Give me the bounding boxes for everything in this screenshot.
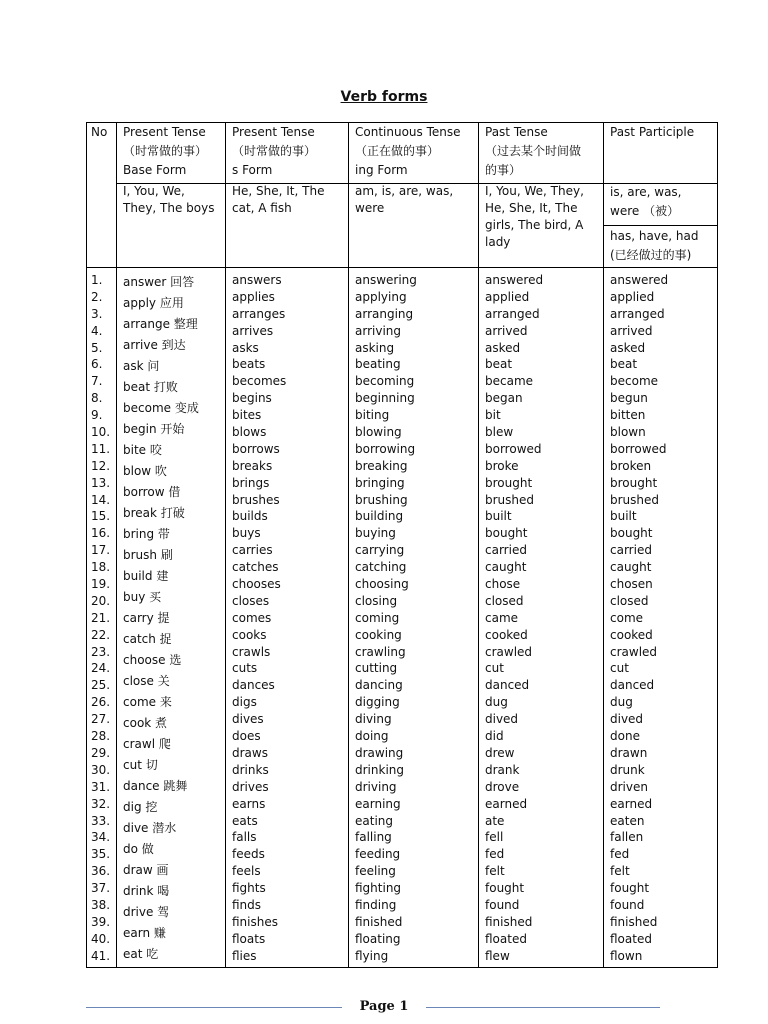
table-border-bottom <box>86 967 718 968</box>
verb-table <box>86 122 718 968</box>
participle-form-cell: become <box>610 374 659 389</box>
row-number: 40. <box>91 931 111 946</box>
past-form-cell: arranged <box>485 306 540 321</box>
ing-form-cell: digging <box>355 695 400 710</box>
row-number: 30. <box>91 762 111 777</box>
s-form-cell: crawls <box>232 644 271 659</box>
ing-form-cell: cutting <box>355 661 398 676</box>
participle-form-cell: built <box>610 509 637 524</box>
ing-form-cell: biting <box>355 408 390 423</box>
s-form-cell: bites <box>232 408 262 423</box>
past-form-cell: crawled <box>485 644 533 659</box>
ing-form-cell: drawing <box>355 745 404 760</box>
participle-form-cell: driven <box>610 779 648 794</box>
past-form-cell: bit <box>485 408 501 423</box>
participle-form-cell: answered <box>610 273 669 287</box>
past-form-cell: ate <box>485 813 505 828</box>
ing-form-cell: drinking <box>355 762 404 777</box>
participle-form-cell: drunk <box>610 762 645 777</box>
header-participle: Past Participle <box>610 125 695 139</box>
row-number: 16. <box>91 526 111 541</box>
past-form-cell: carried <box>485 543 527 558</box>
past-form-cell: blew <box>485 425 514 440</box>
past-form-cell: fell <box>485 830 504 845</box>
s-form-cell: feels <box>232 864 261 879</box>
base-form-cell: crawl 爬 <box>123 737 171 751</box>
s-form-cell: finishes <box>232 914 278 929</box>
row-number: 17. <box>91 543 111 558</box>
ing-form-cell: diving <box>355 712 392 727</box>
past-form-cell: flew <box>485 948 510 963</box>
column-divider-4 <box>478 122 479 968</box>
base-form-cell: become 变成 <box>123 401 199 415</box>
s-form-cell: comes <box>232 610 272 625</box>
base-form-cell: cut 切 <box>123 758 158 772</box>
base-form-cell: build 建 <box>123 569 169 583</box>
participle-form-cell: danced <box>610 678 655 693</box>
participle-form-cell: brushed <box>610 492 660 507</box>
participle-form-cell: bought <box>610 526 653 541</box>
base-form-cell: choose 选 <box>123 653 182 667</box>
ing-form-cell: brushing <box>355 492 408 507</box>
ing-form-cell: choosing <box>355 577 409 592</box>
past-form-cell: found <box>485 897 520 912</box>
base-form-cell: beat 打败 <box>123 380 178 394</box>
ing-form-cell: finding <box>355 897 397 912</box>
participle-form-cell: felt <box>610 864 630 879</box>
past-form-cell: fed <box>485 847 505 862</box>
base-form-cell: carry 提 <box>123 611 170 625</box>
participle-form-cell: fed <box>610 847 630 862</box>
base-form-cell: dance 跳舞 <box>123 779 188 793</box>
base-form-cell: dive 潜水 <box>123 821 177 835</box>
ing-form-cell: applying <box>355 289 407 304</box>
past-form-cell: beat <box>485 357 513 372</box>
ing-form-cell: earning <box>355 796 401 811</box>
participle-form-cell: drawn <box>610 745 648 760</box>
s-form-cell: buys <box>232 526 261 541</box>
column-s-forms <box>232 272 286 965</box>
base-form-cell: borrow 借 <box>123 485 181 499</box>
subjects-participle-perfect: has, have, had (已经做过的事) <box>610 229 699 262</box>
s-form-cell: dives <box>232 712 264 727</box>
s-form-cell: applies <box>232 289 275 304</box>
ing-form-cell: finished <box>355 914 403 929</box>
row-number: 38. <box>91 897 111 912</box>
past-form-cell: began <box>485 391 523 406</box>
ing-form-cell: coming <box>355 610 400 625</box>
row-number: 21. <box>91 610 111 625</box>
table-border-right <box>717 122 718 968</box>
participle-form-cell: cut <box>610 661 629 676</box>
past-form-cell: became <box>485 374 534 389</box>
s-form-cell: falls <box>232 830 257 845</box>
ing-form-cell: carrying <box>355 543 405 558</box>
participle-form-cell: blown <box>610 425 646 440</box>
past-form-cell: drank <box>485 762 520 777</box>
participle-form-cell: arranged <box>610 306 665 321</box>
row-number: 6. <box>91 357 103 372</box>
past-form-cell: drove <box>485 779 520 794</box>
past-form-cell: brought <box>485 475 533 490</box>
past-form-cell: broke <box>485 458 519 473</box>
ing-form-cell: answering <box>355 273 417 287</box>
base-form-cell: arrange 整理 <box>123 317 198 331</box>
row-number: 39. <box>91 914 111 929</box>
base-form-cell: close 关 <box>123 674 170 688</box>
past-form-cell: felt <box>485 864 505 879</box>
body-divider <box>86 267 718 268</box>
past-form-cell: asked <box>485 340 521 355</box>
row-number: 5. <box>91 340 103 355</box>
s-form-cell: breaks <box>232 458 273 473</box>
participle-form-cell: arrived <box>610 323 653 338</box>
ing-form-cell: dancing <box>355 678 403 693</box>
base-form-cell: ask 问 <box>123 359 160 373</box>
base-form-cell: catch 捉 <box>123 632 172 646</box>
ing-form-cell: fighting <box>355 881 402 896</box>
past-form-cell: danced <box>485 678 530 693</box>
row-number: 25. <box>91 678 111 693</box>
s-form-cell: carries <box>232 543 273 558</box>
base-form-cell: arrive 到达 <box>123 338 186 352</box>
s-form-cell: answers <box>232 273 282 287</box>
column-divider-3 <box>348 122 349 968</box>
row-number: 28. <box>91 729 111 744</box>
base-form-cell: earn 赚 <box>123 926 166 940</box>
column-numbers <box>91 272 110 965</box>
subjects-present-s: He, She, It, The cat, A fish <box>232 184 325 215</box>
s-form-cell: fights <box>232 881 266 896</box>
past-form-cell: floated <box>485 931 527 946</box>
row-number: 10. <box>91 425 111 440</box>
row-number: 13. <box>91 475 111 490</box>
header-no: No <box>91 125 108 139</box>
header-continuous: Continuous Tense （正在做的事） ing Form <box>355 125 461 177</box>
past-form-cell: finished <box>485 914 533 929</box>
s-form-cell: cooks <box>232 627 267 642</box>
column-divider-5 <box>603 122 604 968</box>
subjects-present-base: I, You, We, They, The boys <box>123 184 215 215</box>
row-number: 29. <box>91 745 111 760</box>
row-number: 7. <box>91 374 103 389</box>
column-past-forms <box>485 272 543 965</box>
ing-form-cell: beginning <box>355 391 415 406</box>
participle-form-cell: bitten <box>610 408 646 423</box>
column-participle-forms <box>610 272 668 965</box>
s-form-cell: floats <box>232 931 266 946</box>
header-present-s: Present Tense （时常做的事） s Form <box>232 125 317 177</box>
s-form-cell: cuts <box>232 661 258 676</box>
s-form-cell: chooses <box>232 577 281 592</box>
past-form-cell: answered <box>485 273 544 287</box>
participle-form-cell: come <box>610 610 644 625</box>
ing-form-cell: asking <box>355 340 395 355</box>
base-form-cell: eat 吃 <box>123 947 159 961</box>
ing-form-cell: building <box>355 509 404 524</box>
participle-form-cell: fought <box>610 881 650 896</box>
participle-form-cell: eaten <box>610 813 645 828</box>
s-form-cell: brushes <box>232 492 280 507</box>
s-form-cell: closes <box>232 593 270 608</box>
page-number: Page 1 <box>359 999 409 1014</box>
ing-form-cell: flying <box>355 948 389 963</box>
s-form-cell: draws <box>232 745 268 760</box>
participle-form-cell: applied <box>610 289 655 304</box>
row-number: 20. <box>91 593 111 608</box>
participle-form-cell: asked <box>610 340 646 355</box>
s-form-cell: arranges <box>232 306 286 321</box>
s-form-cell: becomes <box>232 374 287 389</box>
ing-form-cell: floating <box>355 931 401 946</box>
subjects-continuous: am, is, are, was, were <box>355 184 454 215</box>
document-title-text: Verb forms <box>340 89 428 105</box>
past-form-cell: came <box>485 610 519 625</box>
participle-form-cell: cooked <box>610 627 653 642</box>
row-number: 32. <box>91 796 111 811</box>
ing-form-cell: crawling <box>355 644 406 659</box>
row-number: 15. <box>91 509 111 524</box>
ing-form-cell: cooking <box>355 627 402 642</box>
participle-form-cell: begun <box>610 391 648 406</box>
past-form-cell: cooked <box>485 627 528 642</box>
participle-form-cell: caught <box>610 560 652 575</box>
row-number: 11. <box>91 441 111 456</box>
row-number: 23. <box>91 644 111 659</box>
row-number: 37. <box>91 881 111 896</box>
ing-form-cell: feeding <box>355 847 401 862</box>
row-number: 8. <box>91 391 103 406</box>
s-form-cell: does <box>232 729 261 744</box>
row-number: 12. <box>91 458 111 473</box>
participle-form-cell: found <box>610 897 645 912</box>
column-divider-1 <box>116 122 117 968</box>
past-form-cell: applied <box>485 289 530 304</box>
s-form-cell: feeds <box>232 847 265 862</box>
past-form-cell: dived <box>485 712 519 727</box>
past-form-cell: bought <box>485 526 528 541</box>
s-form-cell: drinks <box>232 762 269 777</box>
past-form-cell: cut <box>485 661 504 676</box>
ing-form-cell: breaking <box>355 458 408 473</box>
base-form-cell: do 做 <box>123 842 154 856</box>
s-form-cell: builds <box>232 509 268 524</box>
past-form-cell: chose <box>485 577 521 592</box>
base-form-cell: buy 买 <box>123 590 162 604</box>
document-title <box>0 89 768 105</box>
base-form-cell: bite 咬 <box>123 443 162 457</box>
participle-form-cell: earned <box>610 796 653 811</box>
past-form-cell: closed <box>485 593 524 608</box>
ing-form-cell: feeling <box>355 864 396 879</box>
ing-form-cell: arriving <box>355 323 402 338</box>
ing-form-cell: becoming <box>355 374 415 389</box>
subjects-past: I, You, We, They, He, She, It, The girls, The bird, A lady <box>485 184 584 249</box>
row-number: 2. <box>91 289 103 304</box>
ing-form-cell: arranging <box>355 306 414 321</box>
participle-form-cell: crawled <box>610 644 658 659</box>
row-number: 9. <box>91 408 103 423</box>
ing-form-cell: catching <box>355 560 407 575</box>
column-base-forms <box>123 272 199 965</box>
row-number: 35. <box>91 847 111 862</box>
past-form-cell: borrowed <box>485 441 542 456</box>
column-ing-forms <box>355 272 417 965</box>
past-form-cell: did <box>485 729 504 744</box>
participle-form-cell: closed <box>610 593 649 608</box>
s-form-cell: flies <box>232 948 257 963</box>
past-form-cell: drew <box>485 745 515 760</box>
header-past: Past Tense （过去某个时间做 的事） <box>485 125 582 177</box>
base-form-cell: apply 应用 <box>123 296 184 310</box>
footer-rule-right <box>426 1007 660 1008</box>
base-form-cell: begin 开始 <box>123 422 185 436</box>
s-form-cell: earns <box>232 796 266 811</box>
base-form-cell: bring 带 <box>123 527 170 541</box>
row-number: 24. <box>91 661 111 676</box>
ing-form-cell: doing <box>355 729 389 744</box>
base-form-cell: dig 挖 <box>123 800 158 814</box>
participle-form-cell: fallen <box>610 830 644 845</box>
base-form-cell: drink 喝 <box>123 884 170 898</box>
s-form-cell: borrows <box>232 441 280 456</box>
s-form-cell: begins <box>232 391 272 406</box>
row-number: 26. <box>91 695 111 710</box>
participle-form-cell: flown <box>610 948 643 963</box>
participle-subject-divider <box>603 225 718 226</box>
row-number: 19. <box>91 577 111 592</box>
row-number: 14. <box>91 492 111 507</box>
participle-form-cell: chosen <box>610 577 653 592</box>
row-number: 34. <box>91 830 111 845</box>
ing-form-cell: bringing <box>355 475 405 490</box>
base-form-cell: cook 煮 <box>123 716 168 730</box>
past-form-cell: fought <box>485 881 525 896</box>
row-number: 22. <box>91 627 111 642</box>
participle-form-cell: finished <box>610 914 658 929</box>
row-number: 3. <box>91 306 103 321</box>
base-form-cell: blow 吹 <box>123 464 167 478</box>
past-form-cell: earned <box>485 796 528 811</box>
s-form-cell: asks <box>232 340 259 355</box>
s-form-cell: beats <box>232 357 266 372</box>
participle-form-cell: dived <box>610 712 644 727</box>
participle-form-cell: dug <box>610 695 633 710</box>
row-number: 41. <box>91 948 111 963</box>
base-form-cell: brush 刷 <box>123 548 173 562</box>
s-form-cell: catches <box>232 560 279 575</box>
past-form-cell: dug <box>485 695 508 710</box>
past-form-cell: caught <box>485 560 527 575</box>
participle-form-cell: borrowed <box>610 441 667 456</box>
participle-form-cell: done <box>610 729 640 744</box>
row-number: 4. <box>91 323 103 338</box>
past-form-cell: built <box>485 509 512 524</box>
s-form-cell: blows <box>232 425 267 440</box>
ing-form-cell: buying <box>355 526 396 541</box>
ing-form-cell: beating <box>355 357 401 372</box>
base-form-cell: answer 回答 <box>123 275 195 289</box>
subjects-participle-passive: is, are, was, were （被） <box>610 185 682 218</box>
participle-form-cell: floated <box>610 931 652 946</box>
base-form-cell: come 来 <box>123 695 172 709</box>
footer-rule-left <box>86 1007 342 1008</box>
ing-form-cell: eating <box>355 813 393 828</box>
row-number: 33. <box>91 813 111 828</box>
s-form-cell: dances <box>232 678 275 693</box>
ing-form-cell: falling <box>355 830 392 845</box>
s-form-cell: eats <box>232 813 258 828</box>
ing-form-cell: closing <box>355 593 398 608</box>
s-form-cell: arrives <box>232 323 274 338</box>
row-number: 36. <box>91 864 111 879</box>
past-form-cell: arrived <box>485 323 528 338</box>
participle-form-cell: brought <box>610 475 658 490</box>
ing-form-cell: borrowing <box>355 441 416 456</box>
header-present-base: Present Tense （时常做的事） Base Form <box>123 125 208 177</box>
s-form-cell: finds <box>232 897 262 912</box>
row-number: 18. <box>91 560 111 575</box>
row-number: 31. <box>91 779 111 794</box>
row-number: 27. <box>91 712 111 727</box>
s-form-cell: drives <box>232 779 269 794</box>
s-form-cell: brings <box>232 475 270 490</box>
base-form-cell: drive 驾 <box>123 905 170 919</box>
past-form-cell: brushed <box>485 492 535 507</box>
base-form-cell: draw 画 <box>123 863 169 877</box>
table-border-left <box>86 122 87 968</box>
ing-form-cell: blowing <box>355 425 402 440</box>
row-number: 1. <box>91 273 103 287</box>
base-form-cell: break 打破 <box>123 506 185 520</box>
participle-form-cell: carried <box>610 543 652 558</box>
participle-form-cell: beat <box>610 357 638 372</box>
ing-form-cell: driving <box>355 779 397 794</box>
column-divider-2 <box>225 122 226 968</box>
s-form-cell: digs <box>232 695 257 710</box>
participle-form-cell: broken <box>610 458 652 473</box>
